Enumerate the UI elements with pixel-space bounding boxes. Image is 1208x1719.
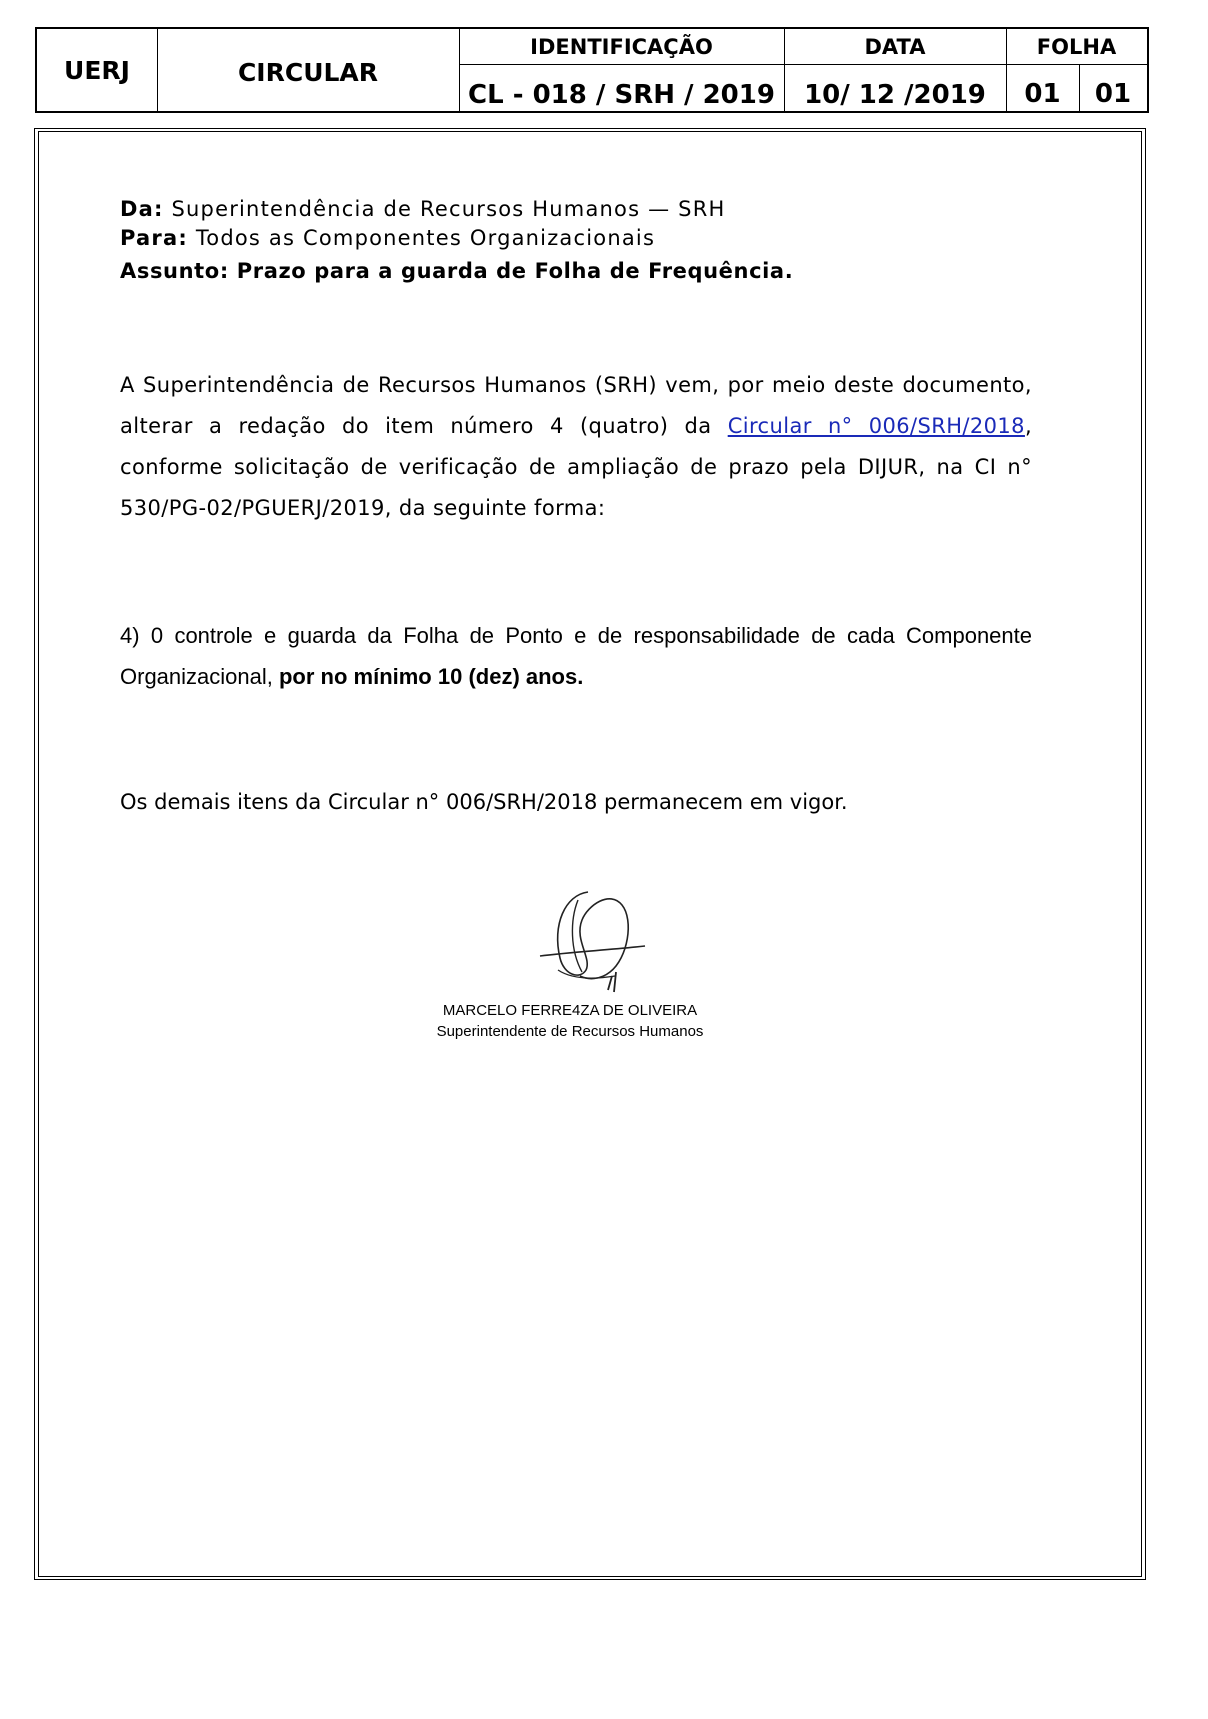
signer-block (400, 1000, 740, 1042)
subject-line (120, 257, 1020, 286)
folha-label: FOLHA (1036, 34, 1117, 59)
item-4-paragraph (120, 615, 1032, 697)
subject-label: Assunto: (120, 259, 229, 283)
item-4-text: 4) 0 controle e guarda da Folha de Ponto e de responsabilidade de cada Componente Organizacional, (120, 623, 1032, 689)
signer-title: Superintendente de Recursos Humanos (436, 1023, 704, 1040)
folha-page: 01 (1024, 78, 1061, 109)
folha-total: 01 (1094, 78, 1132, 109)
header-table (35, 27, 1149, 113)
to-line (120, 224, 1020, 253)
divider (459, 29, 460, 111)
paragraph-text: , conforme solicitação de verificação de ampliação de prazo pela DIJUR, na CI n° 530/PG-02/PGUERJ/2019, da seguinte forma: (120, 414, 1033, 520)
body-paragraph (120, 365, 1032, 529)
data-label: DATA (864, 34, 926, 59)
document-frame-inner (38, 131, 1142, 1577)
divider (1079, 64, 1080, 111)
divider (459, 64, 1147, 65)
from-label: Da: (120, 197, 164, 221)
closing-paragraph: Os demais itens da Circular n° 006/SRH/2018 permanecem em vigor. (120, 790, 848, 814)
to-value: Todos as Componentes Organizacionais (195, 226, 656, 250)
divider (784, 29, 785, 111)
paragraph-text: A Superintendência de Recursos Humanos (SRH) vem, por meio deste documento, alterar a redação do item número 4 (quatro) da (120, 373, 1032, 438)
divider (1006, 29, 1007, 111)
document-type: CIRCULAR (237, 57, 379, 87)
identificacao-label: IDENTIFICAÇÃO (530, 34, 713, 59)
item-4-bold: por no mínimo 10 (dez) anos. (278, 664, 584, 689)
data-value: 10/ 12 /2019 (804, 79, 986, 110)
to-label: Para: (120, 226, 188, 250)
signer-name: MARCELO FERRE4ZA DE OLIVEIRA (442, 1002, 698, 1019)
signature-image (530, 880, 650, 995)
identificacao-value: CL - 018 / SRH / 2019 (468, 79, 775, 110)
from-line (120, 195, 1020, 224)
org-name: UERJ (64, 55, 130, 85)
from-value: Superintendência de Recursos Humanos — SRH (171, 197, 726, 221)
circular-link[interactable]: Circular n° 006/SRH/2018 (727, 414, 1025, 438)
memo-header (120, 195, 1020, 286)
subject-value: Prazo para a guarda de Folha de Frequência. (236, 259, 794, 283)
document-frame (34, 128, 1146, 1580)
divider (157, 29, 158, 111)
